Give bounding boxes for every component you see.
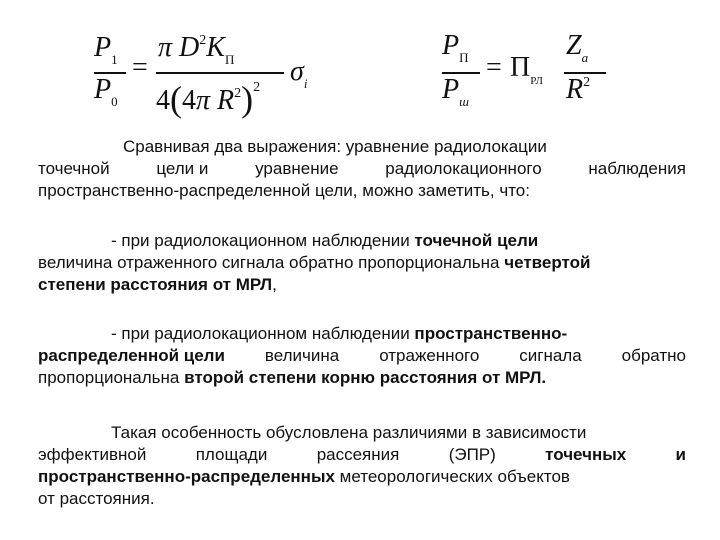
word: сигнала (519, 346, 582, 365)
formula1-sigma: σ (290, 56, 304, 87)
formula2-den-p-sub: ш (459, 94, 469, 109)
word: величина (264, 346, 340, 365)
text-run: величина отраженного сигнала обратно пропорциональна (38, 253, 505, 272)
formula1-num-k: K (206, 32, 225, 63)
bold-text-run: второй степени корню расстояния от МРЛ. (184, 368, 547, 387)
paragraph-line (38, 444, 686, 466)
formula-radar-equation-point-target (94, 32, 314, 122)
paragraph-line: Сравнивая два выражения: уравнение радиолокации (123, 137, 547, 156)
formula1-den-r-sup: 2 (234, 86, 242, 101)
paragraph-line: от расстояния. (38, 489, 155, 508)
formula1-p1: P (94, 32, 112, 63)
bold-word: точечных (545, 445, 627, 464)
paragraph-line (38, 230, 686, 252)
formula2-z: Z (566, 30, 582, 61)
formula1-sigma-sub: i (303, 76, 308, 91)
bold-word: распределенной цели (38, 346, 225, 365)
formula1-num-k-sub: П (224, 52, 235, 67)
formula1-p1-sub: 1 (111, 52, 118, 67)
formula-radar-equation-distributed-target (442, 30, 632, 120)
formula1-num-d-sup: 2 (199, 33, 207, 48)
paragraph-line (38, 367, 686, 389)
text-run: - при радиолокационном наблюдении (111, 324, 415, 343)
paragraph-comparison (38, 136, 686, 202)
formula2-num-p-sub: П (459, 50, 469, 65)
word: цели и (156, 159, 209, 178)
text-run: - при радиолокационном наблюдении (111, 231, 415, 250)
paragraph-line (38, 323, 686, 345)
formula1-p0-sub: 0 (111, 94, 118, 109)
formula1-num-d: D (179, 32, 200, 63)
formula2-z-sub: a (581, 50, 589, 65)
formula1-den-paren-open: ( (170, 79, 182, 119)
formula2-r-sup: 2 (583, 75, 591, 90)
text-run: пропорциональна (38, 368, 185, 387)
paragraph-line (38, 274, 686, 296)
formula1-den-4: 4 (156, 85, 170, 116)
formula1-den-pi: π (196, 85, 211, 116)
word: отраженного (379, 346, 480, 365)
formula1-den-r: R (217, 85, 235, 116)
formula2-r: R (566, 74, 584, 105)
text-run: метеорологических объектов (334, 467, 570, 486)
word: эффективной (38, 445, 147, 464)
bold-text-run: степени расстояния от МРЛ (38, 275, 273, 294)
paragraph-point-target (38, 230, 686, 296)
formula2-pi-sub: РЛ (530, 75, 543, 87)
formula2-num-p: P (442, 30, 460, 61)
word: обратно (621, 346, 686, 365)
formula1-den-paren-close: ) (241, 79, 254, 119)
formula1-den-sup: 2 (253, 80, 261, 95)
bold-word: и (675, 445, 686, 464)
paragraph-epr-difference (38, 422, 686, 510)
paragraph-line (38, 158, 686, 180)
formula1-equals: = (132, 52, 148, 83)
word: площади (195, 445, 268, 464)
paragraph-line (38, 466, 686, 488)
text-run: , (272, 275, 277, 294)
word: рассеяния (316, 445, 400, 464)
word: точечной (38, 159, 110, 178)
paragraph-line (38, 345, 686, 367)
formula1-p0: P (94, 74, 112, 105)
bold-text-run: точечной цели (414, 231, 539, 250)
paragraph-line (38, 252, 686, 274)
bold-text-run: пространственно-распределенных (38, 467, 335, 486)
formula2-pi: Π (510, 52, 531, 83)
word: уравнение (255, 159, 339, 178)
formula1-right-fraction-line (156, 72, 284, 74)
formula1-den-4b: 4 (182, 85, 196, 116)
word: радиолокационного (385, 159, 542, 178)
paragraph-line: Такая особенность обусловлена различиями в зависимости (111, 423, 587, 442)
bold-text-run: четвертой (504, 253, 591, 272)
bold-text-run: пространственно- (414, 324, 568, 343)
formula1-num-pi: π (158, 32, 173, 63)
word: (ЭПР) (448, 445, 496, 464)
formula2-den-p: P (442, 74, 460, 105)
formula2-equals: = (486, 52, 502, 83)
paragraph-line: пространственно-распределенной цели, можно заметить, что: (38, 181, 530, 200)
paragraph-distributed-target (38, 323, 686, 389)
word: наблюдения (588, 159, 686, 178)
